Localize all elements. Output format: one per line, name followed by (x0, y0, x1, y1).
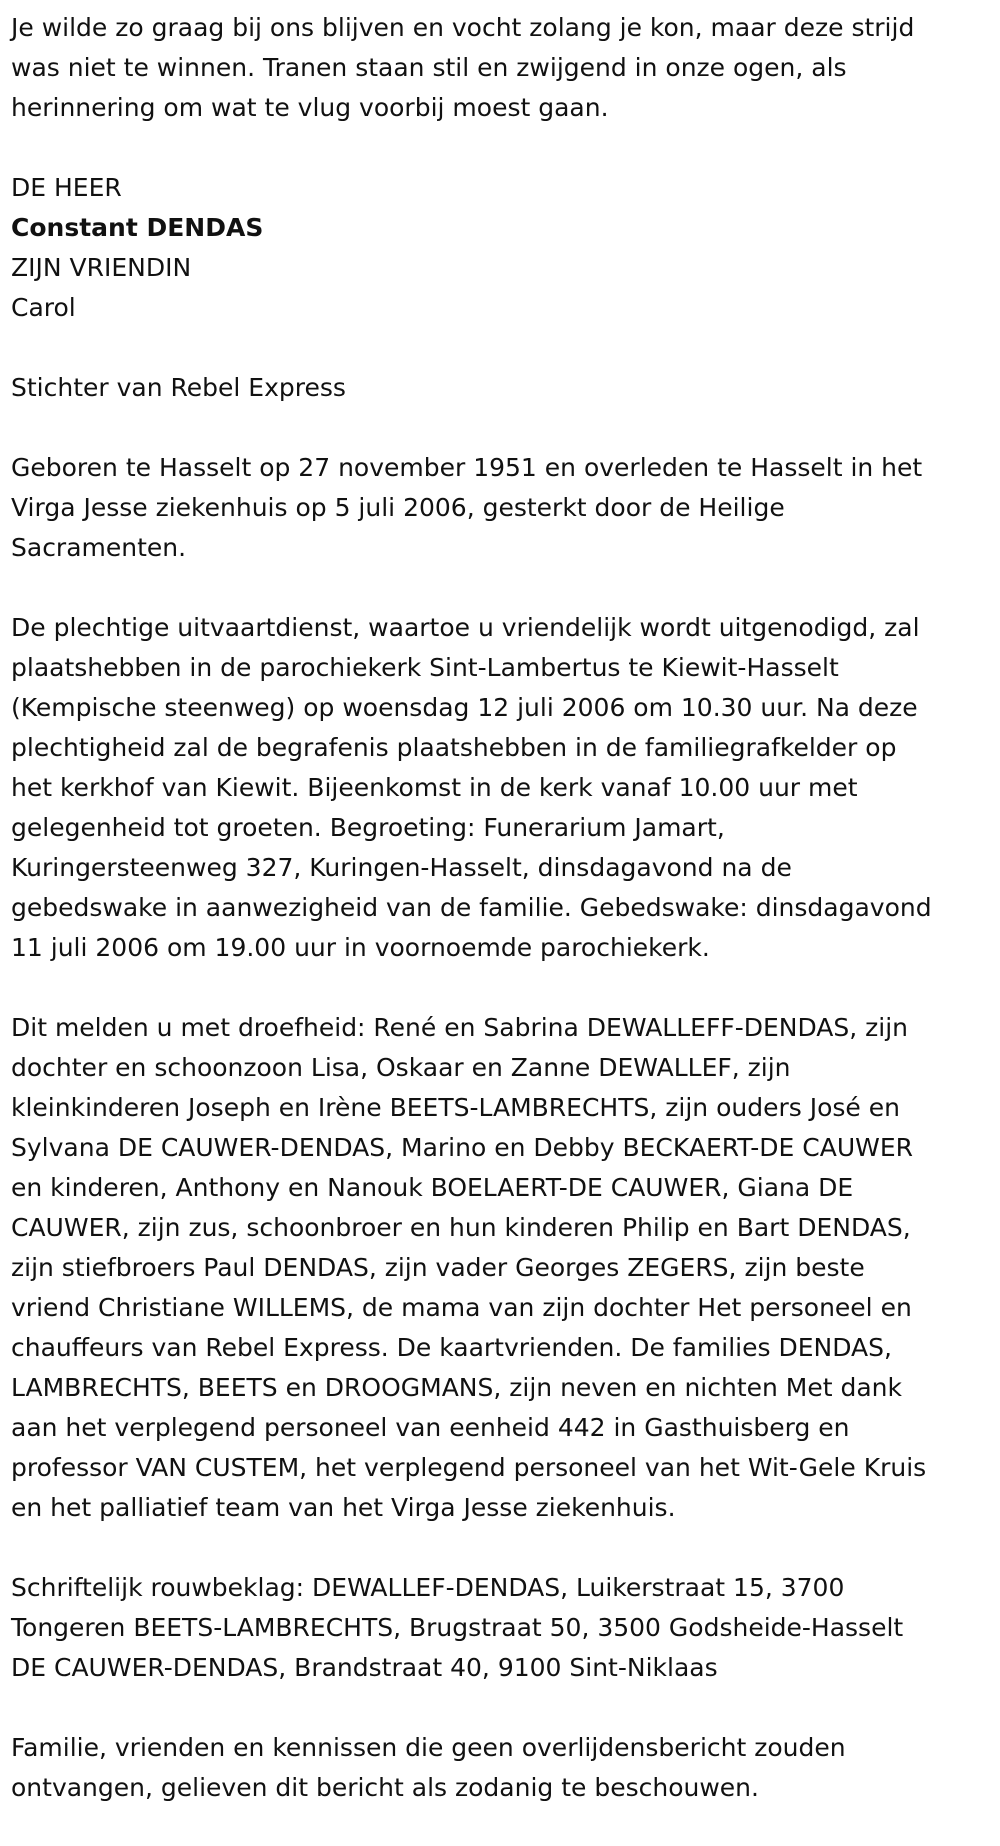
condolences-line: Schriftelijk rouwbeklag: DEWALLEF-DENDAS, Luikerstraat 15, 3700 (11, 1573, 845, 1602)
spacer (11, 128, 1000, 168)
family-paragraph (11, 1008, 996, 1528)
family-line: kleinkinderen Joseph en Irène BEETS-LAMBRECHTS, zijn ouders José en (11, 1093, 900, 1122)
spacer (11, 1688, 1000, 1728)
funeral-line: (Kempische steenweg) op woensdag 12 juli 2006 om 10.30 uur. Na deze (11, 693, 918, 722)
funeral-line: De plechtige uitvaartdienst, waartoe u vriendelijk wordt uitgenodigd, zal (11, 613, 920, 642)
family-line: chauffeurs van Rebel Express. De kaartvrienden. De families DENDAS, (11, 1333, 892, 1362)
funeral-line: plaatshebben in de parochiekerk Sint-Lambertus te Kiewit-Hasselt (11, 653, 839, 682)
family-line: LAMBRECHTS, BEETS en DROOGMANS, zijn neven en nichten Met dank (11, 1373, 903, 1402)
funeral-line: het kerkhof van Kiewit. Bijeenkomst in de kerk vanaf 10.00 uur met (11, 773, 858, 802)
spacer (11, 968, 1000, 1008)
spacer (11, 1528, 1000, 1568)
condolences-paragraph (11, 1568, 996, 1688)
family-line: aan het verplegend personeel van eenheid 442 in Gasthuisberg en (11, 1413, 850, 1442)
deceased-name: Constant DENDAS (11, 213, 264, 242)
condolences-line: Tongeren BEETS-LAMBRECHTS, Brugstraat 50, 3500 Godsheide-Hasselt (11, 1613, 904, 1642)
condolences-line: DE CAUWER-DENDAS, Brandstraat 40, 9100 Sint-Niklaas (11, 1653, 718, 1682)
closing-line: Familie, vrienden en kennissen die geen overlijdensbericht zouden (11, 1733, 846, 1762)
family-line: Sylvana DE CAUWER-DENDAS, Marino en Debby BECKAERT-DE CAUWER (11, 1133, 914, 1162)
intro-line: was niet te winnen. Tranen staan stil en zwijgend in onze ogen, als (11, 53, 847, 82)
family-line: en kinderen, Anthony en Nanouk BOELAERT-DE CAUWER, Giana DE (11, 1173, 854, 1202)
birth-death-line: Virga Jesse ziekenhuis op 5 juli 2006, gesterkt door de Heilige (11, 493, 785, 522)
intro-line: Je wilde zo graag bij ons blijven en vocht zolang je kon, maar deze strijd (11, 13, 915, 42)
family-line: dochter en schoonzoon Lisa, Oskaar en Zanne DEWALLEF, zijn (11, 1053, 791, 1082)
title-line: DE HEER (11, 173, 122, 202)
intro-line: herinnering om wat te vlug voorbij moest gaan. (11, 93, 609, 122)
funeral-line: gebedswake in aanwezigheid van de familie. Gebedswake: dinsdagavond (11, 893, 932, 922)
closing-paragraph (11, 1728, 996, 1808)
spacer (11, 568, 1000, 608)
family-line: zijn stiefbroers Paul DENDAS, zijn vader Georges ZEGERS, zijn beste (11, 1253, 865, 1282)
family-line: CAUWER, zijn zus, schoonbroer en hun kinderen Philip en Bart DENDAS, (11, 1213, 911, 1242)
funeral-line: Kuringersteenweg 327, Kuringen-Hasselt, dinsdagavond na de (11, 853, 792, 882)
birth-death-line: Geboren te Hasselt op 27 november 1951 en overleden te Hasselt in het (11, 453, 923, 482)
family-line: vriend Christiane WILLEMS, de mama van zijn dochter Het personeel en (11, 1293, 912, 1322)
intro-paragraph (11, 8, 996, 128)
founder-line: Stichter van Rebel Express (11, 373, 346, 402)
partner-name: Carol (11, 293, 76, 322)
family-line: en het palliatief team van het Virga Jesse ziekenhuis. (11, 1493, 676, 1522)
funeral-line: 11 juli 2006 om 19.00 uur in voornoemde parochiekerk. (11, 933, 710, 962)
spacer (11, 328, 1000, 368)
funeral-line: gelegenheid tot groeten. Begroeting: Funerarium Jamart, (11, 813, 725, 842)
birth-death-paragraph (11, 448, 996, 568)
funeral-line: plechtigheid zal de begrafenis plaatshebben in de familiegrafkelder op (11, 733, 897, 762)
family-line: Dit melden u met droefheid: René en Sabrina DEWALLEFF-DENDAS, zijn (11, 1013, 909, 1042)
birth-death-line: Sacramenten. (11, 533, 187, 562)
partner-label: ZIJN VRIENDIN (11, 253, 192, 282)
closing-line: ontvangen, gelieven dit bericht als zodanig te beschouwen. (11, 1773, 759, 1802)
founder-paragraph (11, 368, 996, 408)
name-block (11, 168, 996, 328)
family-line: professor VAN CUSTEM, het verplegend personeel van het Wit-Gele Kruis (11, 1453, 927, 1482)
funeral-paragraph (11, 608, 996, 968)
spacer (11, 408, 1000, 448)
